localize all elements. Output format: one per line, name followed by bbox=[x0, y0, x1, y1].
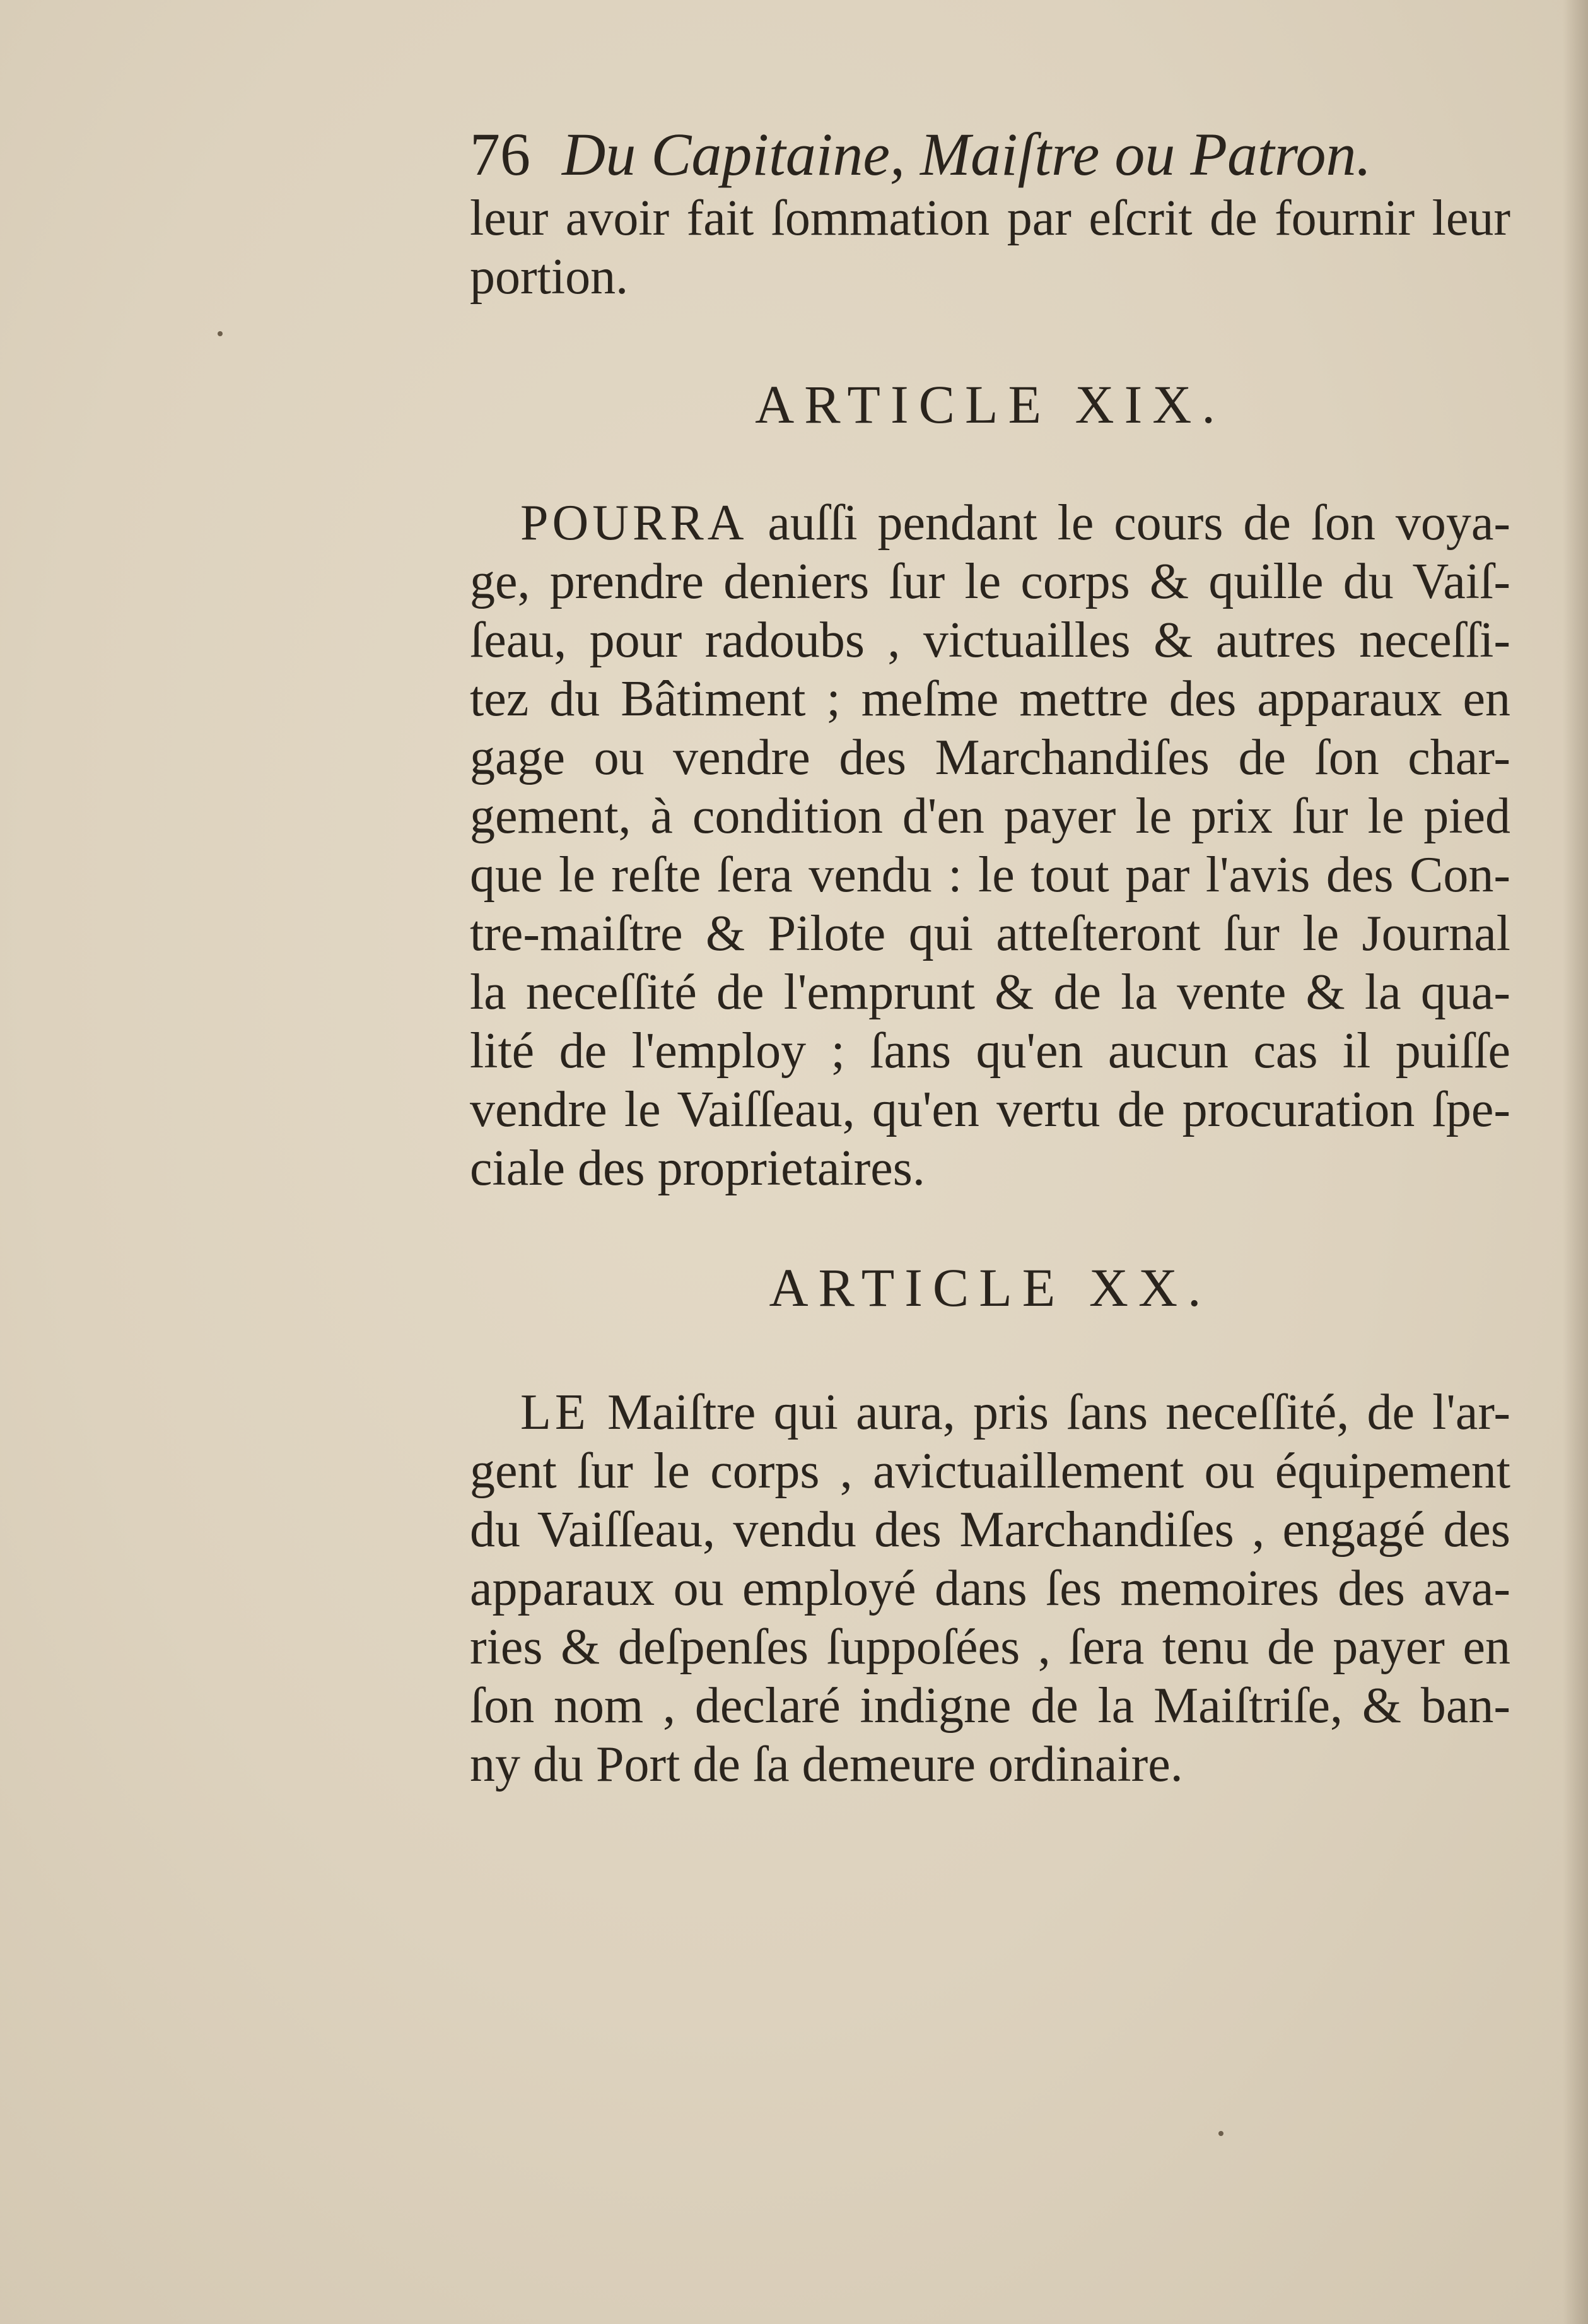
lead-word: POURRA bbox=[520, 495, 748, 551]
article-heading: ARTICLE XX. bbox=[769, 1257, 1211, 1318]
text-line: vendre le Vaiſſeau, qu'en vertu de procuration ſpe- bbox=[470, 1082, 1510, 1137]
text-line-rest: auſſi pendant le cours de ſon voya- bbox=[768, 495, 1511, 551]
ink-speck bbox=[1218, 2131, 1223, 2136]
running-title: Du Capitaine, Maiſtre ou Patron. bbox=[562, 120, 1372, 188]
text-block bbox=[470, 120, 1510, 1794]
text-line: ciale des proprietaires. bbox=[470, 1141, 925, 1196]
text-line: ny du Port de ſa demeure ordinaire. bbox=[470, 1737, 1183, 1792]
text-line: ries & deſpenſes ſuppoſées , ſera tenu de payer en bbox=[470, 1619, 1510, 1675]
text-line: apparaux ou employé dans ſes memoires des ava- bbox=[470, 1561, 1510, 1616]
text-line: leur avoir fait ſommation par eſcrit de fournir leur bbox=[470, 191, 1510, 246]
text-line: ſeau, pour radoubs , victuailles & autres neceſſi- bbox=[470, 613, 1510, 668]
text-line-rest: Maiſtre qui aura, pris ſans neceſſité, de l'ar- bbox=[607, 1385, 1511, 1440]
article-heading: ARTICLE XIX. bbox=[755, 374, 1225, 435]
article-paragraph bbox=[470, 1383, 1510, 1794]
article-paragraph bbox=[470, 494, 1510, 1198]
text-line: ge, prendre deniers ſur le corps & quille du Vaiſ- bbox=[470, 554, 1510, 609]
page-edge-shadow bbox=[1563, 0, 1588, 2324]
text-line: que le reſte ſera vendu : le tout par l'avis des Con- bbox=[470, 847, 1510, 903]
text-line: la neceſſité de l'emprunt & de la vente & la qua- bbox=[470, 965, 1510, 1020]
lead-word: LE bbox=[520, 1385, 590, 1440]
text-line: portion. bbox=[470, 249, 629, 305]
text-line: ſon nom , declaré indigne de la Maiſtriſe, & ban- bbox=[470, 1678, 1510, 1734]
running-head bbox=[470, 120, 1510, 189]
text-line bbox=[470, 494, 1510, 553]
page-number: 76 bbox=[470, 120, 530, 188]
ink-speck bbox=[218, 331, 223, 336]
text-line: gent ſur le corps , avictuaillement ou équipement bbox=[470, 1443, 1510, 1499]
text-line: gage ou vendre des Marchandiſes de ſon char- bbox=[470, 730, 1510, 785]
text-line: gement, à condition d'en payer le prix ſur le pied bbox=[470, 789, 1510, 844]
text-line: du Vaiſſeau, vendu des Marchandiſes , engagé des bbox=[470, 1502, 1510, 1558]
text-line bbox=[470, 1383, 1510, 1442]
intro-paragraph bbox=[470, 189, 1510, 307]
text-line: tez du Bâtiment ; meſme mettre des apparaux en bbox=[470, 671, 1510, 727]
text-line: lité de l'employ ; ſans qu'en aucun cas il puiſſe bbox=[470, 1023, 1510, 1079]
text-line: tre-maiſtre & Pilote qui atteſteront ſur le Journal bbox=[470, 906, 1510, 961]
